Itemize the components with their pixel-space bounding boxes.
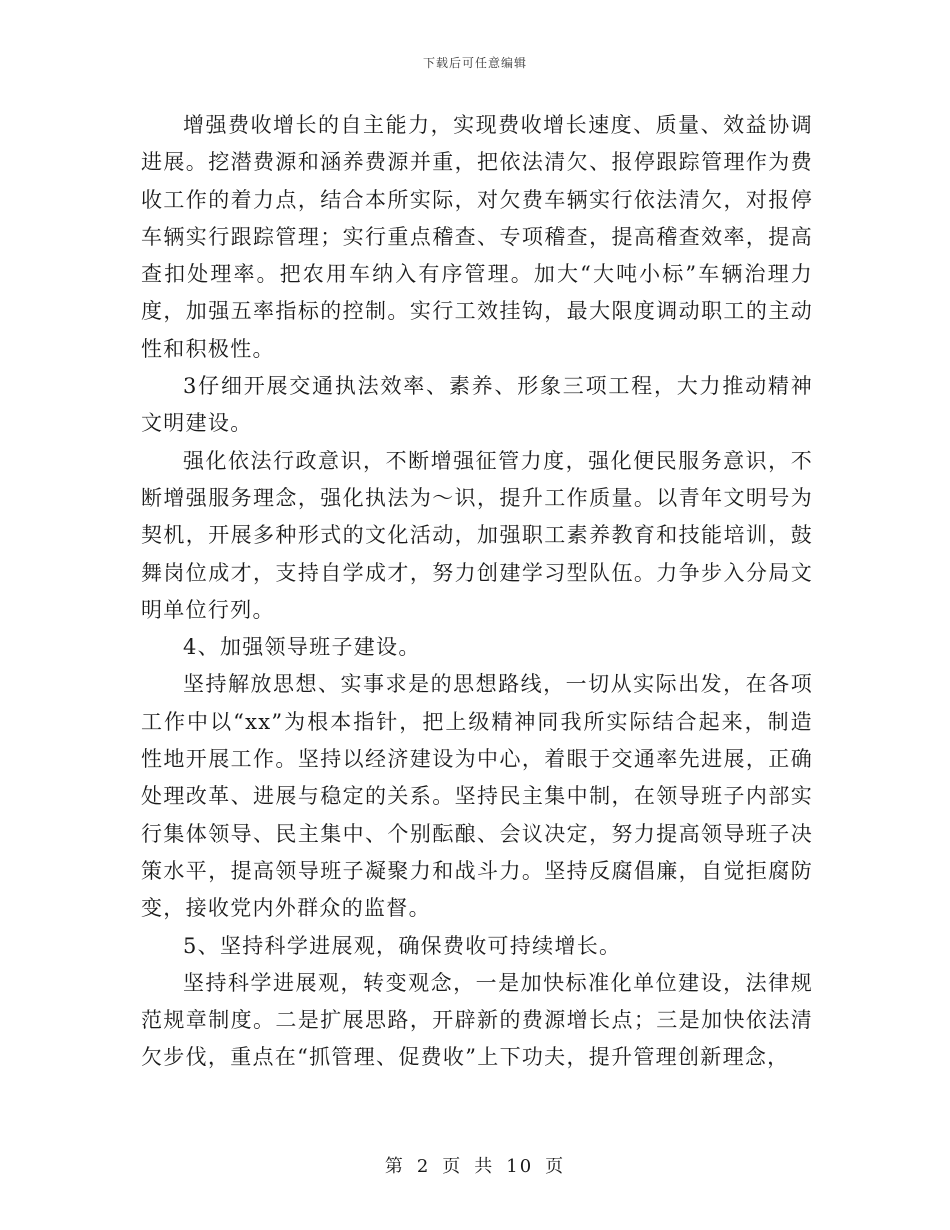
footer-suffix: 页 xyxy=(545,1156,566,1177)
heading-item-4: 4、加强领导班子建设。 xyxy=(183,635,421,660)
footer-prefix: 第 xyxy=(384,1156,405,1177)
footer-page-word: 页 xyxy=(442,1156,463,1177)
page-header: 下载后可任意编辑 xyxy=(422,56,527,70)
page-footer xyxy=(0,1152,950,1178)
footer-total-pages: 10 xyxy=(506,1156,534,1177)
footer-current-page: 2 xyxy=(416,1156,431,1177)
paragraph-fee-growth: 增强费收增长的自主能力，实现费收增长速度、质量、效益协调进展。挖潜费源和涵养费源并重，把依法清欠、报停跟踪管理作为费收工作的着力点，结合本所实际，对欠费车辆实行依法清欠，对报停车辆实行跟踪管理；实行重点稽查、专项稽查，提高稽查效率，提高查扣处理率。把农用车纳入有序管理。加大“大吨小标”车辆治理力度，加强五率指标的控制。实行工效挂钩，最大限度调动职工的主动性和积极性。 xyxy=(141,113,813,361)
paragraph-leadership: 坚持解放思想、实事求是的思想路线，一切从实际出发，在各项工作中以“xx”为根本指针，把上级精神同我所实际结合起来，制造性地开展工作。坚持以经济建设为中心，着眼于交通率先进展，正确处理改革、进展与稳定的关系。坚持民主集中制，在领导班子内部实行集体领导、民主集中、个别酝酿、会议决定，努力提高领导班子决策水平，提高领导班子凝聚力和战斗力。坚持反腐倡廉，自觉拒腐防变，接收党内外群众的监督。 xyxy=(141,672,813,921)
heading-item-5: 5、坚持科学进展观，确保费收可持续增长。 xyxy=(183,933,622,958)
heading-item-3: 3仔细开展交通执法效率、素养、形象三项工程，大力推动精神文明建设。 xyxy=(141,374,813,436)
paragraph-law-enforcement: 强化依法行政意识，不断增强征管力度，强化便民服务意识，不断增强服务理念，强化执法为～识，提升工作质量。以青年文明号为契机，开展多种形式的文化活动，加强职工素养教育和技能培训，鼓舞岗位成才，支持自学成才，努力创建学习型队伍。力争步入分局文明单位行列。 xyxy=(141,448,813,622)
footer-total-word: 共 xyxy=(474,1156,495,1177)
document-body xyxy=(141,107,813,1077)
paragraph-scientific-development: 坚持科学进展观，转变观念，一是加快标准化单位建设，法律规范规章制度。二是扩展思路，开辟新的费源增长点；三是加快依法清欠步伐，重点在“抓管理、促费收”上下功夫，提升管理创新理念， xyxy=(141,970,813,1070)
